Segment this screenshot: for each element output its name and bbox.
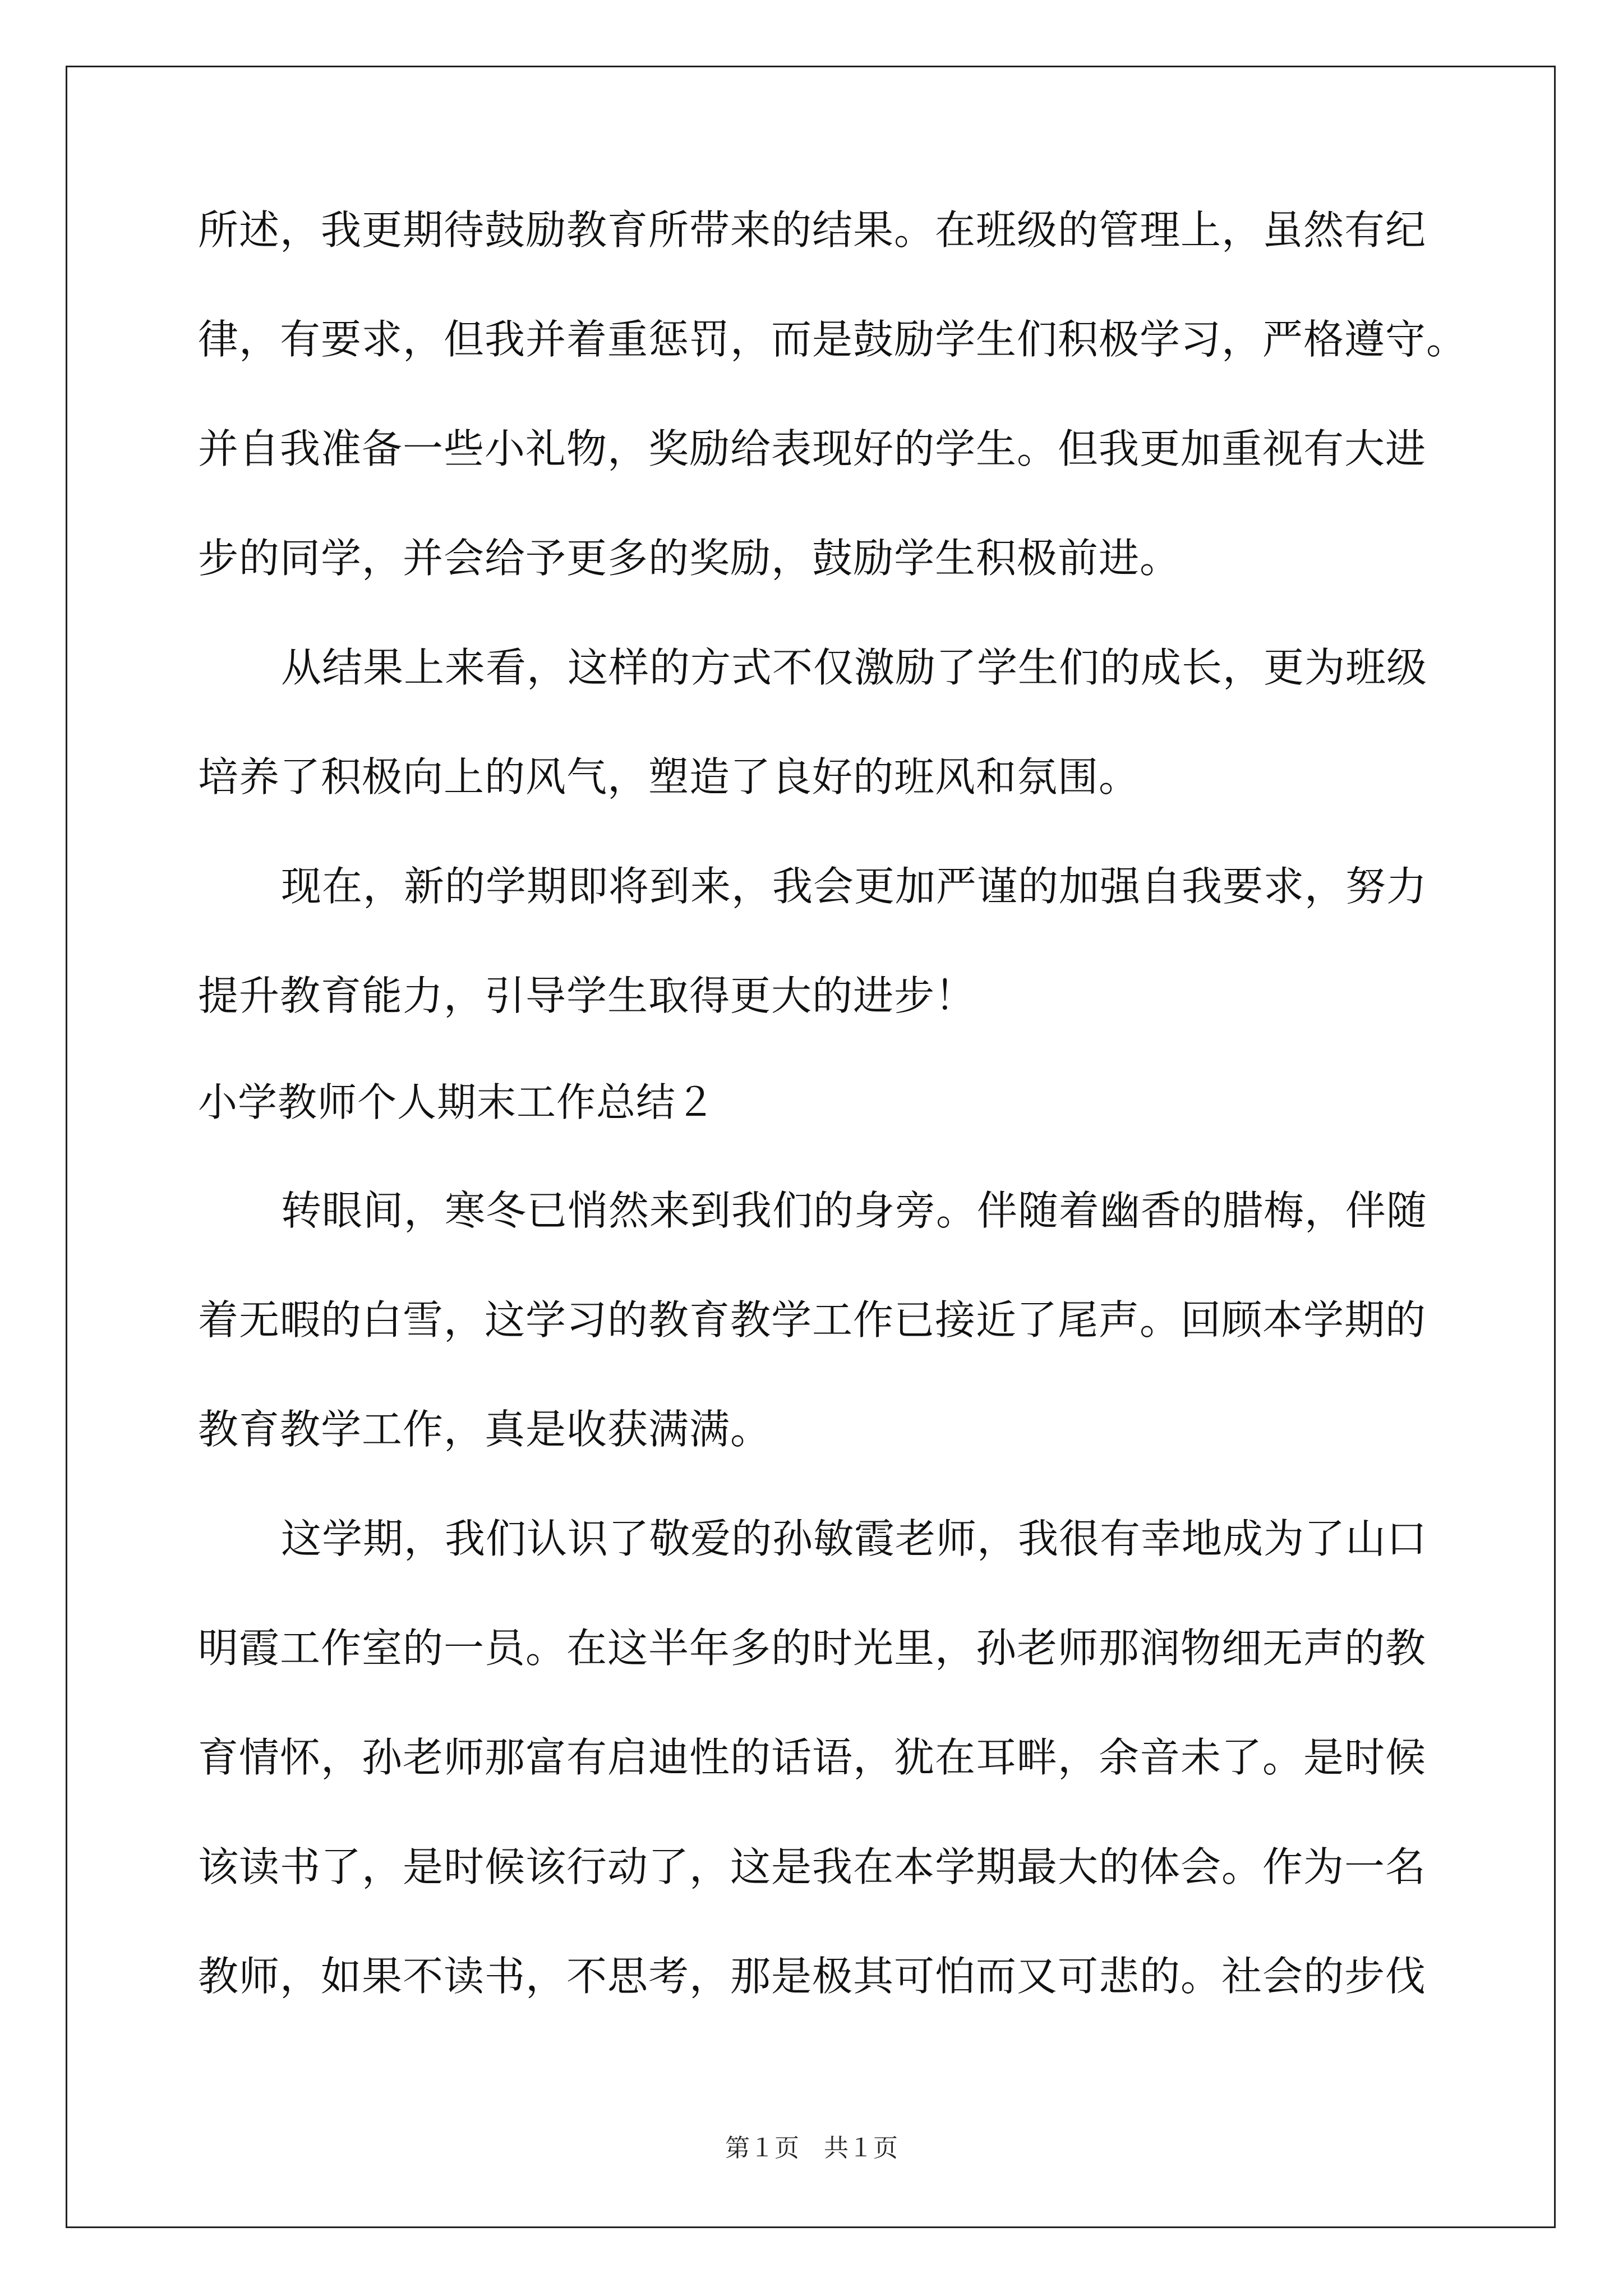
- text-line: 该读书了，是时候该行动了，这是我在本学期最大的体会。作为一名: [198, 1843, 1427, 1890]
- text-line: 所述，我更期待鼓励教育所带来的结果。在班级的管理上，虽然有纪: [198, 206, 1427, 254]
- text-line: 着无暇的白雪，这学习的教育教学工作已接近了尾声。回顾本学期的: [198, 1296, 1427, 1343]
- text-line: 教师，如果不读书，不思考，那是极其可怕而又可悲的。社会的步伐: [198, 1953, 1427, 2000]
- text-line: 转眼间，寒冬已悄然来到我们的身旁。伴随着幽香的腊梅，伴随: [281, 1187, 1428, 1234]
- text-line: 提升教育能力，引导学生取得更大的进步！: [198, 972, 976, 1019]
- page-border: [66, 66, 1556, 2228]
- text-line: 这学期，我们认识了敬爱的孙敏霞老师，我很有幸地成为了山口: [281, 1515, 1428, 1562]
- text-line: 育情怀，孙老师那富有启迪性的话语，犹在耳畔，余音未了。是时候: [198, 1734, 1427, 1781]
- text-line: 并自我准备一些小礼物，奖励给表现好的学生。但我更加重视有大进: [198, 425, 1427, 472]
- section-heading: 小学教师个人期末工作总结２: [198, 1079, 716, 1125]
- text-line: 从结果上来看，这样的方式不仅激励了学生们的成长，更为班级: [281, 644, 1428, 691]
- text-line: 培养了积极向上的风气，塑造了良好的班风和氛围。: [198, 753, 1140, 800]
- text-line: 教育教学工作，真是收获满满。: [198, 1406, 772, 1453]
- text-line: 律，有要求，但我并着重惩罚，而是鼓励学生们积极学习，严格遵守。: [198, 316, 1468, 363]
- text-line: 明霞工作室的一员。在这半年多的时光里，孙老师那润物细无声的教: [198, 1625, 1427, 1672]
- page-footer: 第１页 共１页: [725, 2134, 898, 2162]
- text-line: 步的同学，并会给予更多的奖励，鼓励学生积极前进。: [198, 535, 1181, 582]
- text-line: 现在，新的学期即将到来，我会更加严谨的加强自我要求，努力: [281, 863, 1428, 910]
